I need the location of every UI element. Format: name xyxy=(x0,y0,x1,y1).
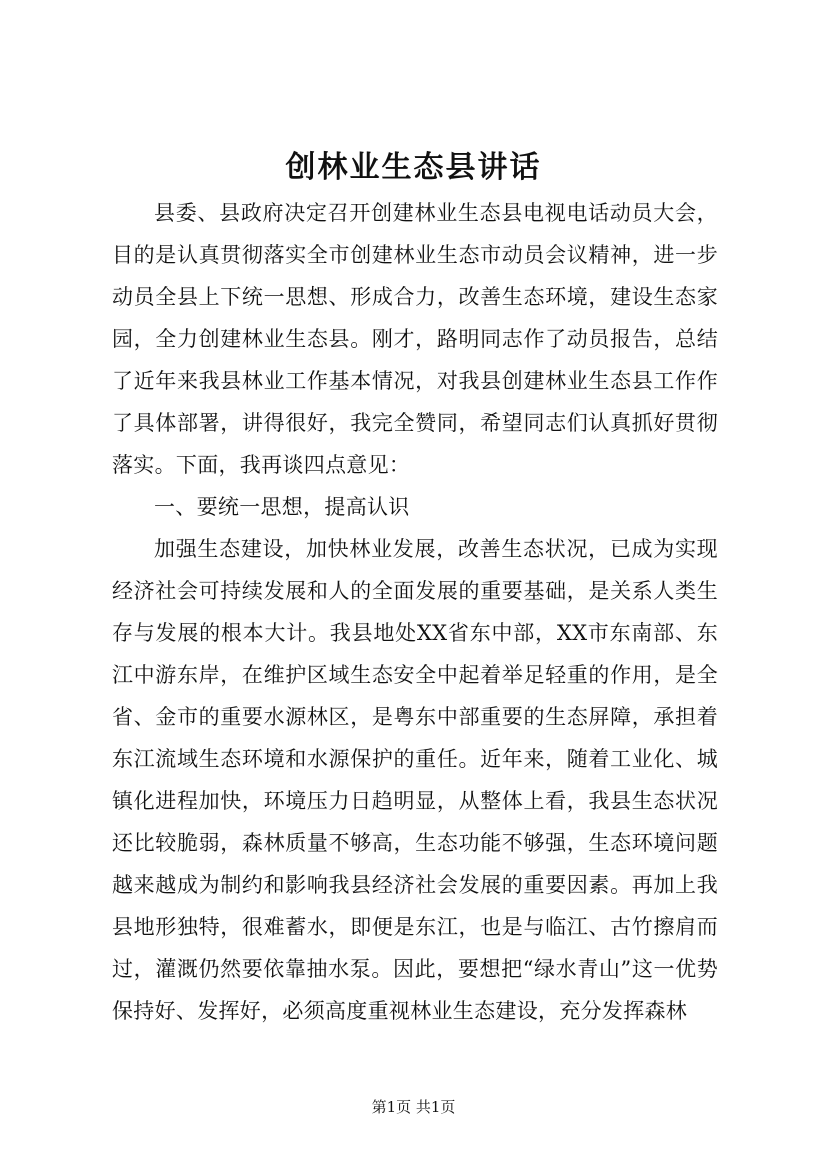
page-footer: 第1页 共1页 xyxy=(371,1098,456,1116)
document-body xyxy=(112,192,718,1032)
section-heading-1: 一、要统一思想，提高认识 xyxy=(154,495,410,519)
paragraph-intro: 县委、县政府决定召开创建林业生态县电视电话动员大会，目的是认真贯彻落实全市创建林业生态市动员会议精神，进一步动员全县上下统一思想、形成合力，改善生态环境，建设生态家园，全力创建林业生态县。刚才，路明同志作了动员报告，总结了近年来我县林业工作基本情况，对我县创建林业生态县工作作了具体部署，讲得很好，我完全赞同，希望同志们认真抓好贯彻落实。下面，我再谈四点意见： xyxy=(112,201,718,477)
document-title: 创林业生态县讲话 xyxy=(285,150,542,185)
paragraph-section-1: 加强生态建设，加快林业发展，改善生态状况，已成为实现经济社会可持续发展和人的全面发展的重要基础，是关系人类生存与发展的根本大计。我县地处XX省东中部，XX市东南部、东江中游东岸，在维护区域生态安全中起着举足轻重的作用，是全省、金市的重要水源林区，是粤东中部重要的生态屏障，承担着东江流域生态环境和水源保护的重任。近年来，随着工业化、城镇化进程加快，环境压力日趋明显，从整体上看，我县生态状况还比较脆弱，森林质量不够高，生态功能不够强，生态环境问题越来越成为制约和影响我县经济社会发展的重要因素。再加上我县地形独特，很难蓄水，即便是东江，也是与临江、古竹擦肩而过，灌溉仍然要依靠抽水泵。因此，要想把“绿水青山”这一优势保持好、发挥好，必须高度重视林业生态建设，充分发挥森林 xyxy=(112,537,718,1023)
